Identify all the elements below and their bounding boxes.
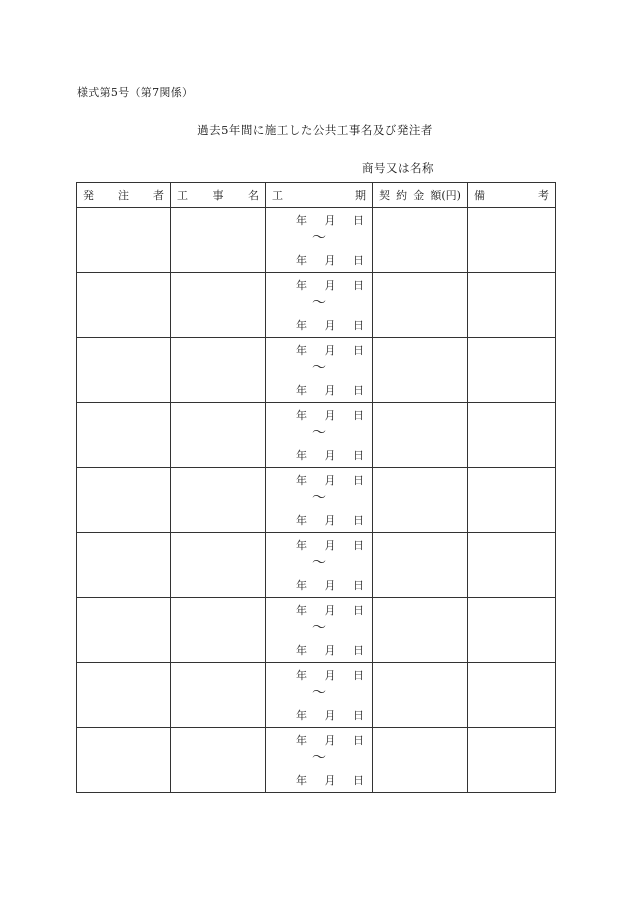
end-day-label: 日 xyxy=(353,514,364,527)
header-client xyxy=(77,183,171,208)
header-period xyxy=(266,183,373,208)
cell-contract-amount[interactable] xyxy=(373,598,468,663)
header-amount-char: 額(円) xyxy=(430,189,461,202)
start-year-label: 年 xyxy=(296,474,307,487)
end-day-label: 日 xyxy=(353,709,364,722)
cell-client[interactable] xyxy=(77,403,171,468)
cell-remarks[interactable] xyxy=(468,403,556,468)
company-name-label: 商号又は名称 xyxy=(362,161,434,175)
cell-remarks[interactable] xyxy=(468,598,556,663)
table-row xyxy=(77,338,556,403)
cell-client[interactable] xyxy=(77,273,171,338)
header-project-char: 名 xyxy=(248,189,259,202)
start-day-label: 日 xyxy=(353,344,364,357)
period-separator: ～ xyxy=(312,620,326,636)
table-row xyxy=(77,533,556,598)
header-project-char: 工 xyxy=(177,189,188,202)
start-date xyxy=(296,602,364,618)
start-date xyxy=(296,667,364,683)
cell-remarks[interactable] xyxy=(468,533,556,598)
table-row xyxy=(77,273,556,338)
period-separator: ～ xyxy=(312,295,326,311)
end-year-label: 年 xyxy=(296,319,307,332)
cell-project-name[interactable] xyxy=(171,468,266,533)
table-header-row xyxy=(77,183,556,208)
table-row xyxy=(77,663,556,728)
cell-project-name[interactable] xyxy=(171,208,266,273)
cell-project-name[interactable] xyxy=(171,663,266,728)
end-year-label: 年 xyxy=(296,449,307,462)
header-contract-amount xyxy=(373,183,468,208)
cell-period[interactable] xyxy=(266,338,373,403)
end-day-label: 日 xyxy=(353,644,364,657)
cell-client[interactable] xyxy=(77,598,171,663)
cell-client[interactable] xyxy=(77,208,171,273)
period-separator: ～ xyxy=(312,685,326,701)
cell-project-name[interactable] xyxy=(171,533,266,598)
end-year-label: 年 xyxy=(296,514,307,527)
table-row xyxy=(77,403,556,468)
table-row xyxy=(77,208,556,273)
cell-contract-amount[interactable] xyxy=(373,663,468,728)
end-month-label: 月 xyxy=(324,449,336,462)
start-date xyxy=(296,342,364,358)
cell-period[interactable] xyxy=(266,663,373,728)
header-client-char: 者 xyxy=(153,189,164,202)
end-year-label: 年 xyxy=(296,384,307,397)
period-separator: ～ xyxy=(312,360,326,376)
cell-project-name[interactable] xyxy=(171,728,266,793)
cell-period[interactable] xyxy=(266,403,373,468)
end-day-label: 日 xyxy=(353,579,364,592)
cell-contract-amount[interactable] xyxy=(373,468,468,533)
period-separator: ～ xyxy=(312,555,326,571)
end-date xyxy=(296,642,364,658)
start-day-label: 日 xyxy=(353,669,364,682)
start-day-label: 日 xyxy=(353,474,364,487)
cell-remarks[interactable] xyxy=(468,468,556,533)
cell-remarks[interactable] xyxy=(468,663,556,728)
start-month-label: 月 xyxy=(324,669,336,682)
end-date xyxy=(296,317,364,333)
cell-remarks[interactable] xyxy=(468,338,556,403)
start-day-label: 日 xyxy=(353,409,364,422)
header-remarks-char: 考 xyxy=(538,189,549,202)
end-day-label: 日 xyxy=(353,449,364,462)
cell-client[interactable] xyxy=(77,338,171,403)
cell-period[interactable] xyxy=(266,598,373,663)
cell-period[interactable] xyxy=(266,273,373,338)
table-row xyxy=(77,598,556,663)
start-year-label: 年 xyxy=(296,734,307,747)
start-day-label: 日 xyxy=(353,279,364,292)
end-date xyxy=(296,512,364,528)
start-month-label: 月 xyxy=(324,474,336,487)
cell-project-name[interactable] xyxy=(171,598,266,663)
header-period-char: 工 xyxy=(272,189,283,202)
start-year-label: 年 xyxy=(296,669,307,682)
end-date xyxy=(296,577,364,593)
cell-period[interactable] xyxy=(266,468,373,533)
end-year-label: 年 xyxy=(296,774,307,787)
cell-contract-amount[interactable] xyxy=(373,533,468,598)
start-date xyxy=(296,277,364,293)
cell-remarks[interactable] xyxy=(468,208,556,273)
end-month-label: 月 xyxy=(324,774,336,787)
start-year-label: 年 xyxy=(296,279,307,292)
cell-remarks[interactable] xyxy=(468,728,556,793)
start-month-label: 月 xyxy=(324,344,336,357)
document-title: 過去5年間に施工した公共工事名及び発注者 xyxy=(197,123,433,137)
start-date xyxy=(296,212,364,228)
start-month-label: 月 xyxy=(324,604,336,617)
start-year-label: 年 xyxy=(296,214,307,227)
cell-project-name[interactable] xyxy=(171,403,266,468)
start-year-label: 年 xyxy=(296,409,307,422)
end-day-label: 日 xyxy=(353,254,364,267)
header-amount-char: 約 xyxy=(396,189,408,202)
end-date xyxy=(296,252,364,268)
end-month-label: 月 xyxy=(324,319,336,332)
start-month-label: 月 xyxy=(324,734,336,747)
header-project-char: 事 xyxy=(212,189,224,202)
end-date xyxy=(296,382,364,398)
header-amount-char: 契 xyxy=(379,189,390,202)
end-month-label: 月 xyxy=(324,709,336,722)
start-date xyxy=(296,407,364,423)
period-separator: ～ xyxy=(312,230,326,246)
start-month-label: 月 xyxy=(324,539,336,552)
cell-remarks[interactable] xyxy=(468,273,556,338)
header-remarks xyxy=(468,183,556,208)
cell-period[interactable] xyxy=(266,208,373,273)
start-day-label: 日 xyxy=(353,734,364,747)
end-date xyxy=(296,447,364,463)
start-month-label: 月 xyxy=(324,214,336,227)
end-year-label: 年 xyxy=(296,579,307,592)
end-month-label: 月 xyxy=(324,514,336,527)
start-year-label: 年 xyxy=(296,604,307,617)
start-month-label: 月 xyxy=(324,409,336,422)
start-year-label: 年 xyxy=(296,539,307,552)
start-day-label: 日 xyxy=(353,604,364,617)
cell-period[interactable] xyxy=(266,728,373,793)
header-client-char: 発 xyxy=(83,189,94,202)
end-day-label: 日 xyxy=(353,774,364,787)
end-year-label: 年 xyxy=(296,709,307,722)
start-day-label: 日 xyxy=(353,214,364,227)
cell-client[interactable] xyxy=(77,468,171,533)
end-month-label: 月 xyxy=(324,644,336,657)
cell-contract-amount[interactable] xyxy=(373,403,468,468)
period-separator: ～ xyxy=(312,425,326,441)
start-year-label: 年 xyxy=(296,344,307,357)
cell-contract-amount[interactable] xyxy=(373,728,468,793)
header-remarks-char: 備 xyxy=(474,189,485,202)
end-month-label: 月 xyxy=(324,384,336,397)
cell-period[interactable] xyxy=(266,533,373,598)
start-date xyxy=(296,732,364,748)
start-date xyxy=(296,537,364,553)
header-period-char: 期 xyxy=(355,189,366,202)
cell-project-name[interactable] xyxy=(171,273,266,338)
header-project-name xyxy=(171,183,266,208)
end-year-label: 年 xyxy=(296,254,307,267)
cell-contract-amount[interactable] xyxy=(373,208,468,273)
start-date xyxy=(296,472,364,488)
table-row xyxy=(77,728,556,793)
cell-client[interactable] xyxy=(77,663,171,728)
end-date xyxy=(296,707,364,723)
public-works-table xyxy=(76,182,556,793)
form-number: 様式第5号（第7関係） xyxy=(77,86,194,99)
cell-client[interactable] xyxy=(77,728,171,793)
header-amount-char: 金 xyxy=(413,189,425,202)
period-separator: ～ xyxy=(312,490,326,506)
cell-project-name[interactable] xyxy=(171,338,266,403)
cell-contract-amount[interactable] xyxy=(373,273,468,338)
table-row xyxy=(77,468,556,533)
end-month-label: 月 xyxy=(324,254,336,267)
end-year-label: 年 xyxy=(296,644,307,657)
end-day-label: 日 xyxy=(353,384,364,397)
end-date xyxy=(296,772,364,788)
cell-client[interactable] xyxy=(77,533,171,598)
start-month-label: 月 xyxy=(324,279,336,292)
period-separator: ～ xyxy=(312,750,326,766)
header-client-char: 注 xyxy=(118,189,129,202)
end-day-label: 日 xyxy=(353,319,364,332)
start-day-label: 日 xyxy=(353,539,364,552)
cell-contract-amount[interactable] xyxy=(373,338,468,403)
end-month-label: 月 xyxy=(324,579,336,592)
